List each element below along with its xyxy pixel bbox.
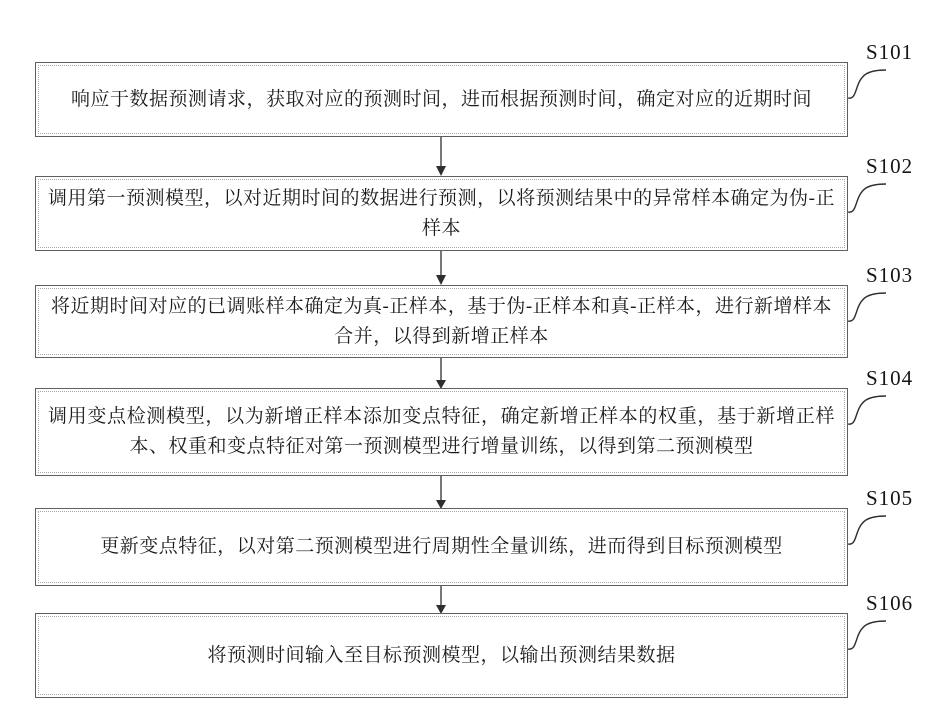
step-label-s101: S101	[866, 40, 914, 64]
leader-line-s106	[848, 621, 886, 649]
flow-step-box-s101	[35, 62, 848, 137]
leader-line-s102	[848, 184, 886, 212]
leader-line-s103	[848, 293, 886, 321]
flow-step-box-s103	[35, 285, 848, 358]
step-label-s103: S103	[866, 263, 914, 287]
flow-step-box-s106	[35, 613, 848, 698]
flow-step-box-s102	[35, 176, 848, 251]
step-label-s105: S105	[866, 486, 914, 510]
flow-step-text: 将预测时间输入至目标预测模型，以输出预测结果数据	[207, 644, 676, 666]
flow-step-text: 更新变点特征，以对第二预测模型进行周期性全量训练，进而得到目标预测模型	[100, 536, 783, 557]
flow-step-box-s104	[35, 388, 848, 476]
arrow-head-1	[436, 166, 446, 176]
step-label-s106: S106	[866, 591, 914, 615]
flow-step-text: 将近期时间对应的已调账样本确定为真-正样本，基于伪-正样本和真-正样本，进行新增样本合并，以得到新增正样本	[51, 295, 832, 347]
step-label-s104: S104	[866, 366, 914, 390]
arrow-head-2	[436, 275, 446, 285]
flow-step-text: 调用第一预测模型，以对近期时间的数据进行预测，以将预测结果中的异常样本确定为伪-正样本	[48, 187, 835, 239]
flow-step-box-s105	[35, 508, 848, 586]
leader-line-s105	[848, 516, 886, 544]
flow-step-text: 调用变点检测模型，以为新增正样本添加变点特征，确定新增正样本的权重，基于新增正样本、权重和变点特征对第一预测模型进行增量训练，以得到第二预测模型	[48, 406, 835, 457]
leader-line-s104	[848, 396, 886, 424]
leader-line-s101	[848, 70, 886, 98]
step-label-s102: S102	[866, 154, 914, 178]
flow-step-text: 响应于数据预测请求，获取对应的预测时间，进而根据预测时间，确定对应的近期时间	[70, 88, 812, 110]
